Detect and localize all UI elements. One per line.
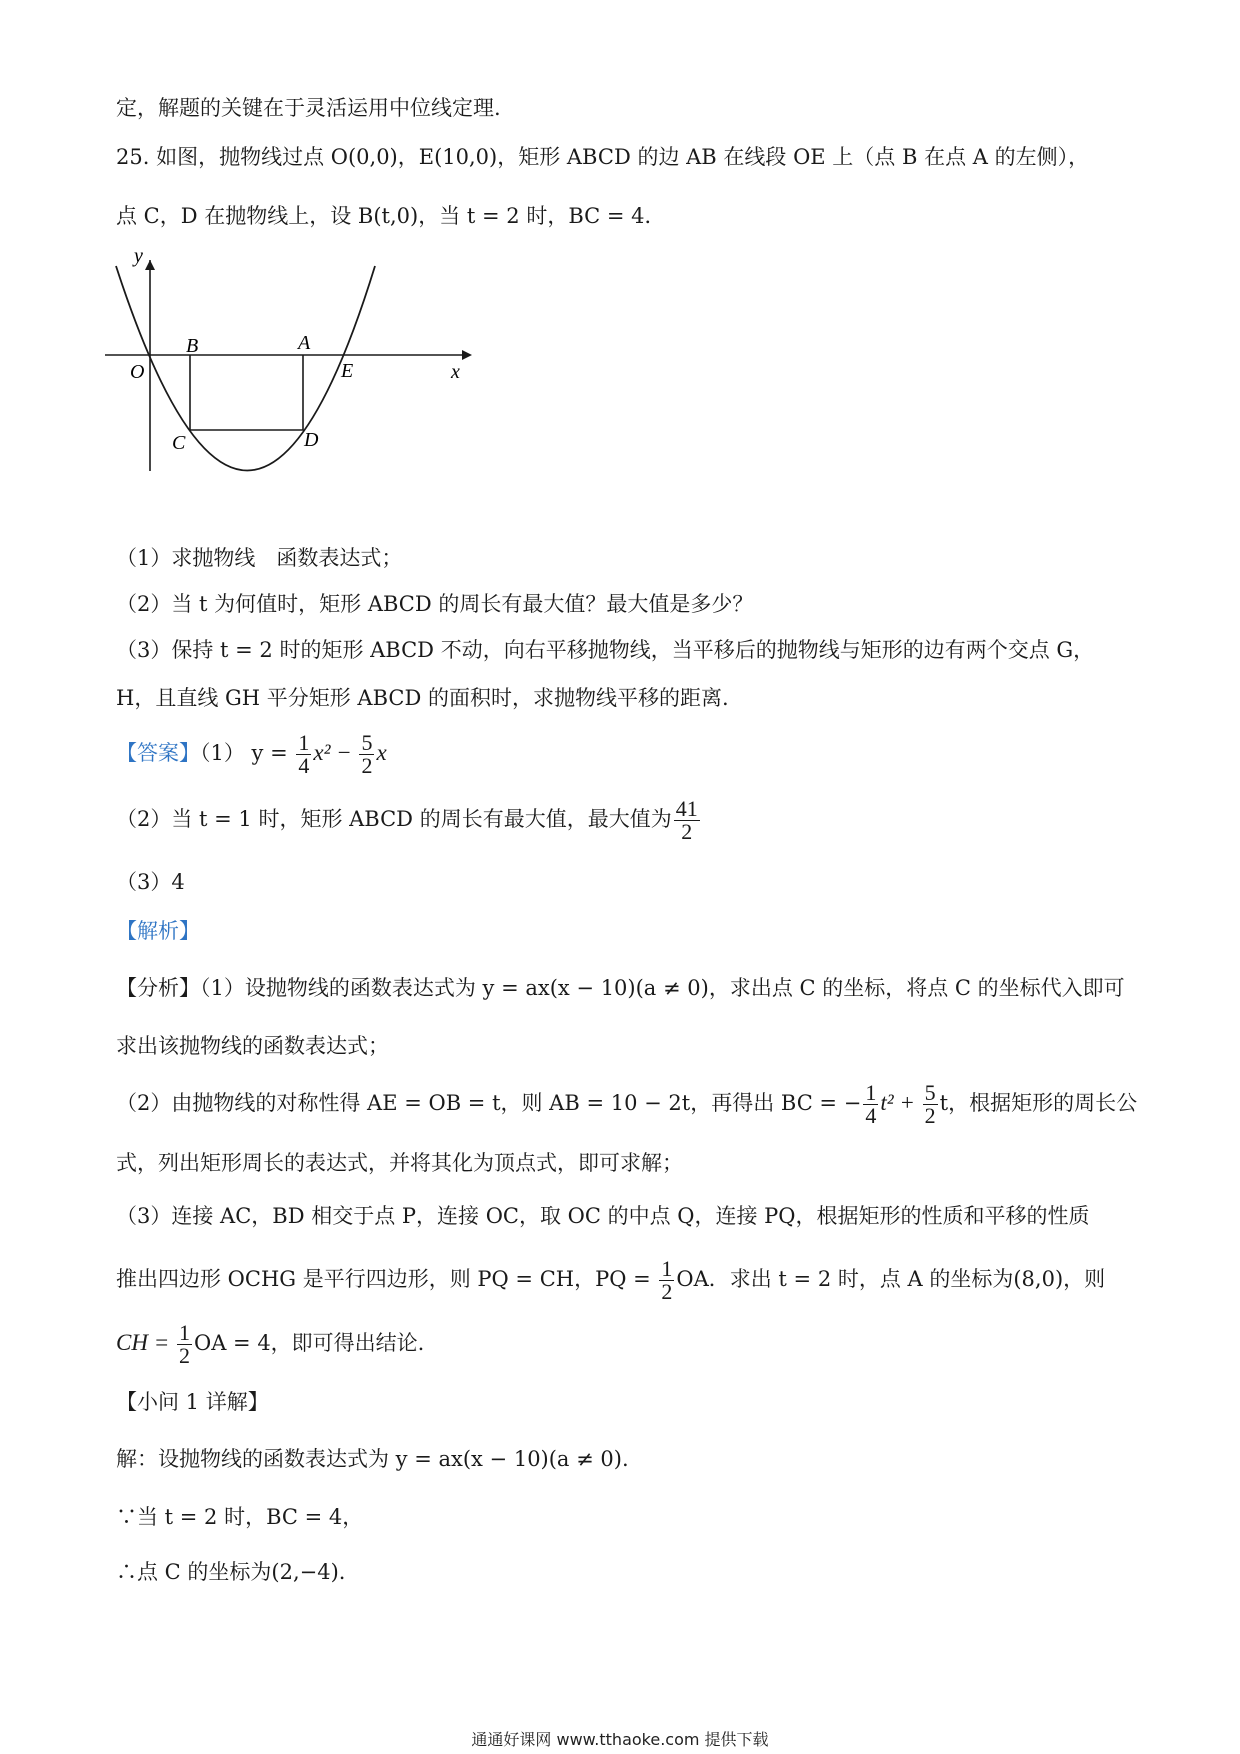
fraction: [923, 1082, 938, 1127]
parabola-curve: [116, 266, 375, 471]
analysis-2-prefix: （2）由抛物线的对称性得 AE = OB = t，则 AB = 10 − 2t，再得出 BC = −: [116, 1091, 862, 1115]
fraction-denominator: 2: [361, 753, 373, 778]
fraction: [359, 732, 374, 777]
analysis-2-mid: t² +: [880, 1090, 921, 1115]
answer-1-mid: x² −: [313, 740, 358, 765]
label-o: O: [130, 361, 145, 383]
x-axis-arrow: [462, 350, 472, 360]
y-axis-arrow: [145, 260, 155, 270]
fraction-denominator: 4: [298, 753, 310, 778]
answer-1-end: x: [376, 740, 387, 765]
solution-line-1: 解：设抛物线的函数表达式为 y = ax(x − 10)(a ≠ 0).: [116, 1447, 629, 1471]
analysis-tag: 【解析】: [116, 919, 200, 943]
answer-tag: 【答案】: [116, 741, 200, 765]
analysis-1-line-2: 求出该抛物线的函数表达式；: [116, 1034, 389, 1058]
page-footer: 通通好课网 www.tthaoke.com 提供下载: [471, 1730, 769, 1749]
problem-line-2: 点 C，D 在抛物线上，设 B(t,0)，当 t = 2 时，BC = 4．: [116, 204, 666, 228]
analysis-3-line-2-b: OA．求出 t = 2 时，点 A 的坐标为(8,0)，则: [676, 1267, 1106, 1291]
solution-tag: 【小问 1 详解】: [116, 1390, 269, 1414]
analysis-3-line-3: [116, 1322, 424, 1367]
answer-1-prefix: （1） y =: [200, 741, 295, 765]
question-2: （2）当 t 为何值时，矩形 ABCD 的周长有最大值？最大值是多少？: [116, 592, 754, 616]
label-d: D: [304, 429, 319, 451]
analysis-3-line-2-a: 推出四边形 OCHG 是平行四边形，则 PQ = CH，PQ =: [116, 1267, 658, 1291]
label-c: C: [172, 432, 186, 454]
fraction-denominator: 2: [178, 1343, 190, 1368]
label-a: A: [298, 332, 311, 354]
fraction-numerator: 5: [361, 730, 373, 755]
fraction-numerator: 1: [178, 1320, 190, 1345]
fraction: [659, 1258, 674, 1303]
analysis-3-line-1: （3）连接 AC，BD 相交于点 P，连接 OC，取 OC 的中点 Q，连接 PQ，根据矩形的性质和平移的性质: [116, 1204, 1090, 1228]
solution-line-2: ∵当 t = 2 时，BC = 4，: [116, 1505, 364, 1529]
fraction: [296, 732, 311, 777]
analysis-1-line-1: 【分析】（1）设抛物线的函数表达式为 y = ax(x − 10)(a ≠ 0)，求出点 C 的坐标，将点 C 的坐标代入即可: [116, 976, 1125, 1000]
answer-1: [116, 732, 387, 777]
fraction-numerator: 1: [661, 1256, 673, 1281]
label-y: y: [134, 245, 143, 267]
analysis-2-end: t，根据矩形的周长公: [939, 1091, 1138, 1115]
fraction: [674, 798, 700, 843]
question-1: （1）求抛物线 函数表达式；: [116, 546, 403, 570]
fraction-denominator: 4: [865, 1103, 877, 1128]
analysis-3-line-3-b: OA = 4，即可得出结论.: [193, 1331, 425, 1355]
answer-2-text: （2）当 t = 1 时，矩形 ABCD 的周长有最大值，最大值为: [116, 807, 672, 831]
question-3-line-1: （3）保持 t = 2 时的矩形 ABCD 不动，向右平移抛物线，当平移后的抛物线与矩形的边有两个交点 G，: [116, 638, 1095, 662]
fraction: [863, 1082, 878, 1127]
fraction-numerator: 1: [865, 1080, 877, 1105]
analysis-2-line-1: [116, 1082, 1137, 1127]
answer-2: [116, 798, 702, 843]
analysis-2-line-2: 式，列出矩形周长的表达式，并将其化为顶点式，即可求解；: [116, 1151, 683, 1175]
intro-text: 定，解题的关键在于灵活运用中位线定理.: [116, 96, 501, 120]
fraction-denominator: 2: [661, 1279, 673, 1304]
label-b: B: [186, 335, 199, 357]
fraction-denominator: 2: [681, 819, 693, 844]
solution-line-3: ∴点 C 的坐标为(2,−4).: [116, 1560, 346, 1584]
answer-3: （3）4: [116, 870, 185, 894]
fraction-denominator: 2: [924, 1103, 936, 1128]
parabola-figure: [110, 245, 480, 486]
label-e: E: [341, 360, 354, 382]
question-3-line-2: H，且直线 GH 平分矩形 ABCD 的面积时，求抛物线平移的距离.: [116, 686, 729, 710]
fraction: [177, 1322, 192, 1367]
fraction-numerator: 1: [298, 730, 310, 755]
analysis-3-line-3-a: CH =: [116, 1330, 175, 1355]
rectangle-abcd: [190, 355, 303, 430]
analysis-3-line-2: [116, 1258, 1105, 1303]
label-x: x: [451, 361, 460, 383]
fraction-numerator: 41: [675, 796, 698, 821]
problem-line-1: 25. 如图，抛物线过点 O(0,0)，E(10,0)，矩形 ABCD 的边 AB 在线段 OE 上（点 B 在点 A 的左侧），: [116, 145, 1090, 169]
fraction-numerator: 5: [924, 1080, 936, 1105]
